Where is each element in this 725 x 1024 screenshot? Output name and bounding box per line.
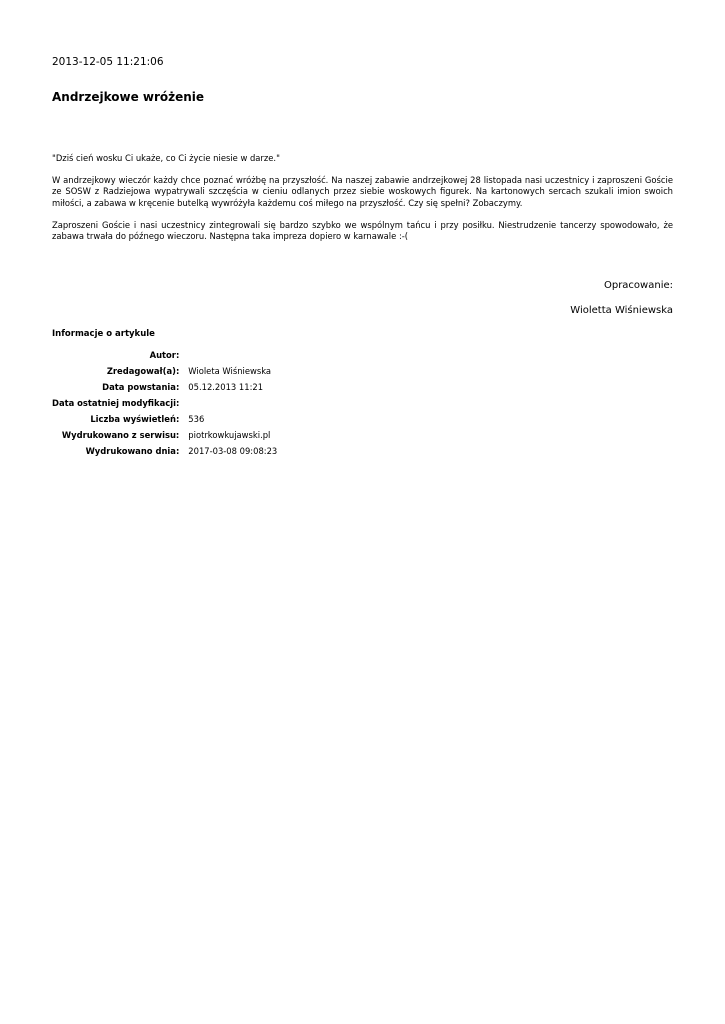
info-value: [179, 347, 277, 363]
info-row-modified: [52, 395, 277, 411]
info-label: Zredagował(a):: [106, 365, 180, 376]
info-row-editor: [52, 363, 277, 379]
article-info-table: [52, 347, 277, 459]
info-row-created: [52, 379, 277, 395]
info-label: Liczba wyświetleń:: [90, 413, 180, 424]
article-info-heading: Informacje o artykule: [52, 329, 155, 339]
article-quote: "Dziś cień wosku Ci ukaże, co Ci życie niesie w darze.": [52, 153, 280, 163]
article-paragraph: W andrzejkowy wieczór każdy chce poznać wróżbę na przyszłość. Na naszej zabawie andrzejkowej 28 listopada nasi uczestnicy i zaproszeni Goście ze SOSW z Radziejowa wypatrywali szczęścia w cieniu odlanych przez siebie woskowych figurek. Na kartonowych sercach szukali imion swoich miłości, a zabawa w kręcenie butelką wywróżyła każdemu coś miłego na przyszłość. Czy się spełni? Zobaczymy.: [52, 175, 673, 208]
article-body: [52, 153, 673, 253]
info-label: Wydrukowano dnia:: [85, 445, 180, 456]
article-paragraph: Zaproszeni Goście i nasi uczestnicy zintegrowali się bardzo szybko we wspólnym tańcu i przy posiłku. Niestrudzenie tancerzy spowodowało, że zabawa trwała do późnego wieczoru. Następna taka impreza dopiero w karnawale :-(: [52, 219, 673, 242]
info-label: Data powstania:: [102, 381, 180, 392]
info-label: Autor:: [149, 349, 180, 360]
signature-name: Wioletta Wiśniewska: [570, 305, 673, 316]
info-row-views: [52, 411, 277, 427]
signature-label: Opracowanie:: [603, 280, 673, 291]
print-timestamp: 2013-12-05 11:21:06: [52, 56, 164, 68]
article-title: Andrzejkowe wróżenie: [52, 90, 205, 104]
info-value: piotrkowkujawski.pl: [188, 429, 271, 440]
info-value: 2017-03-08 09:08:23: [188, 445, 278, 456]
info-row-printed-from: [52, 427, 277, 443]
info-value: Wioleta Wiśniewska: [188, 365, 272, 376]
info-value: 05.12.2013 11:21: [188, 381, 264, 392]
info-value: 536: [188, 413, 205, 424]
info-value: [179, 395, 277, 411]
info-label: Data ostatniej modyfikacji:: [52, 397, 180, 408]
info-row-author: [52, 347, 277, 363]
info-row-printed-on: [52, 443, 277, 459]
info-label: Wydrukowano z serwisu:: [61, 429, 180, 440]
